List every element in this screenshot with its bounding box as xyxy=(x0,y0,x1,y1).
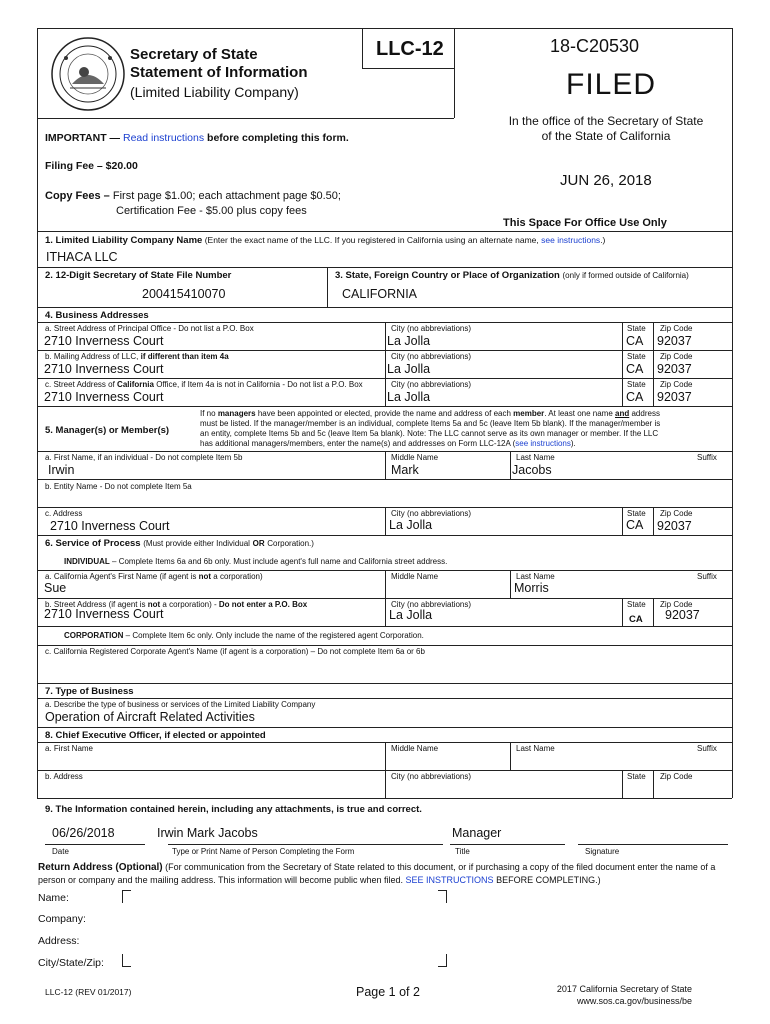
ceo-address-label: b. Address xyxy=(45,772,83,781)
signed-date: 06/26/2018 xyxy=(52,826,115,840)
manager-street: 2710 Inverness Court xyxy=(50,519,170,533)
suffix-label: Suffix xyxy=(697,744,717,753)
suffix-label: Suffix xyxy=(697,572,717,581)
signature-label: Signature xyxy=(585,847,620,856)
suffix-label: Suffix xyxy=(697,453,717,462)
addr-4b-street: 2710 Inverness Court xyxy=(44,362,164,376)
return-box-corner xyxy=(438,890,447,903)
last-name-label: Last Name xyxy=(516,572,555,581)
ceo-first-label: a. First Name xyxy=(45,744,94,753)
business-type-label: a. Describe the type of business or services of the Limited Liability Company xyxy=(45,700,316,709)
corp-agent-label: c. California Registered Corporate Agent's Name (if agent is a corporation) – Do not complete Item 6a or 6b xyxy=(45,647,425,656)
zip-label: Zip Code xyxy=(660,600,693,609)
addr-4a-city: La Jolla xyxy=(387,334,431,348)
addr-4c-city: La Jolla xyxy=(387,390,431,404)
date-label: Date xyxy=(52,847,69,856)
return-company-label: Company: xyxy=(38,913,86,925)
read-instructions-link[interactable]: Read instructions xyxy=(122,132,205,144)
section5-desc: If no managers have been appointed or elected, provide the name and address of each member. At least one name and address must be listed. If the manager/member is an individual, complete Items 5a and 5c (leave Item 5b blank). If the manager/member is an entity, complete Items 5b and 5c (leave Item 5a blank). Note: The LLC cannot serve as its own manager or member. If the LLC has additional managers/members, enter the name(s) and addresses on Form LLC-12A (see instructions). xyxy=(200,409,661,448)
office-line1: In the office of the Secretary of State xyxy=(508,114,704,128)
return-city-label: City/State/Zip: xyxy=(38,957,104,969)
manager-last: Jacobs xyxy=(512,463,552,477)
form-revision: LLC-12 (REV 01/2017) xyxy=(45,987,132,997)
zip-label: Zip Code xyxy=(660,324,693,333)
section5-title: 5. Manager(s) or Member(s) xyxy=(45,425,170,436)
manager-city: La Jolla xyxy=(389,518,433,532)
state-label: State xyxy=(627,772,646,781)
see-instructions-caps-link[interactable]: SEE INSTRUCTIONS xyxy=(405,875,494,885)
agency-title: Secretary of State xyxy=(130,46,258,63)
state-label: State xyxy=(627,324,646,333)
addr-4a-street: 2710 Inverness Court xyxy=(44,334,164,348)
agent-city: La Jolla xyxy=(389,608,433,622)
copy-fees-line2: Certification Fee - $5.00 plus copy fees xyxy=(116,205,307,217)
business-type-value: Operation of Aircraft Related Activities xyxy=(45,710,255,724)
state-label: State xyxy=(627,600,646,609)
city-label: City (no abbreviations) xyxy=(391,772,472,781)
manager-first-label: a. First Name, if an individual - Do not complete Item 5b xyxy=(45,453,243,462)
section1-label: 1. Limited Liability Company Name (Enter the exact name of the LLC. If you registered in California using an alternate name, see instructions.) xyxy=(45,235,606,246)
corporation-note: CORPORATION – Complete Item 6c only. Only include the name of the registered agent Corporation. xyxy=(64,631,424,640)
zip-label: Zip Code xyxy=(660,352,693,361)
filed-date: JUN 26, 2018 xyxy=(560,172,652,189)
agent-last: Morris xyxy=(514,581,549,595)
city-label: City (no abbreviations) xyxy=(391,352,472,361)
section4-title: 4. Business Addresses xyxy=(45,310,149,321)
middle-name-label: Middle Name xyxy=(391,744,439,753)
addr-4b-city: La Jolla xyxy=(387,362,431,376)
agent-street: 2710 Inverness Court xyxy=(44,607,164,621)
section2-label: 2. 12-Digit Secretary of State File Number xyxy=(45,270,232,281)
return-box-corner xyxy=(438,954,447,967)
office-use-label: This Space For Office Use Only xyxy=(503,217,667,229)
middle-name-label: Middle Name xyxy=(391,572,439,581)
section3-label: 3. State, Foreign Country or Place of Organization (only if formed outside of California) xyxy=(335,270,689,281)
filed-stamp: FILED xyxy=(566,68,657,101)
copyright: 2017 California Secretary of State xyxy=(556,984,692,994)
filing-fee: Filing Fee – $20.00 xyxy=(45,160,138,172)
addr-4c-state: CA xyxy=(626,390,644,404)
addr-4c-street: 2710 Inverness Court xyxy=(44,390,164,404)
footer-url: www.sos.ca.gov/business/be xyxy=(576,996,692,1006)
addr-4c-zip: 92037 xyxy=(657,390,692,404)
manager-address-label: c. Address xyxy=(45,509,83,518)
agent-street-label: b. Street Address (if agent is not a corporation) - Do not enter a P.O. Box xyxy=(45,600,308,609)
title-label: Title xyxy=(455,847,470,856)
manager-middle: Mark xyxy=(391,463,419,477)
city-label: City (no abbreviations) xyxy=(391,324,472,333)
return-box-corner xyxy=(122,890,131,903)
state-label: State xyxy=(627,509,646,518)
state-org-value: CALIFORNIA xyxy=(342,287,418,301)
last-name-label: Last Name xyxy=(516,453,555,462)
agent-first-label: a. California Agent's First Name (if agent is not a corporation) xyxy=(45,572,263,581)
addr-4a-zip: 92037 xyxy=(657,334,692,348)
zip-label: Zip Code xyxy=(660,380,693,389)
see-instructions-link[interactable]: see instructions xyxy=(541,235,601,245)
addr-4a-state: CA xyxy=(626,334,644,348)
entity-name-label: b. Entity Name - Do not complete Item 5a xyxy=(45,482,192,491)
signer-title: Manager xyxy=(452,826,502,840)
return-box-corner xyxy=(122,954,131,967)
copy-fees: Copy Fees – First page $1.00; each attachment page $0.50; xyxy=(45,190,341,202)
addr-4a-label: a. Street Address of Principal Office - Do not list a P.O. Box xyxy=(45,324,254,333)
llc-name-value: ITHACA LLC xyxy=(46,250,118,264)
return-name-label: Name: xyxy=(38,892,69,904)
state-label: State xyxy=(627,352,646,361)
file-id: 18-C20530 xyxy=(550,36,640,56)
agent-first: Sue xyxy=(44,581,67,595)
addr-4c-label: c. Street Address of California Office, if Item 4a is not in California - Do not list a P.O. Box xyxy=(45,380,363,389)
addr-4b-zip: 92037 xyxy=(657,362,692,376)
important-note: IMPORTANT — Read instructions before completing this form. xyxy=(45,132,349,144)
entity-type: (Limited Liability Company) xyxy=(130,84,299,100)
form-title: Statement of Information xyxy=(130,64,308,81)
zip-label: Zip Code xyxy=(660,772,693,781)
last-name-label: Last Name xyxy=(516,744,555,753)
section8-title: 8. Chief Executive Officer, if elected or appointed xyxy=(45,730,266,741)
office-line2: of the State of California xyxy=(541,129,671,143)
individual-note: INDIVIDUAL – Complete Items 6a and 6b only. Must include agent's full name and California street address. xyxy=(64,557,448,566)
section9-title: 9. The Information contained herein, including any attachments, is true and correct. xyxy=(45,804,422,815)
section7-title: 7. Type of Business xyxy=(45,686,134,697)
return-address-note: Return Address (Optional) (For communication from the Secretary of State related to this document, or if purchasing a copy of the filed document enter the name of a person or company and the mailing address. This information will become public when filed. SEE INSTRUCTIONS BEFORE COMPLETING.) xyxy=(38,862,716,885)
state-seal xyxy=(50,36,126,112)
file-number-value: 200415410070 xyxy=(142,287,226,301)
manager-zip: 92037 xyxy=(657,519,692,533)
return-address-label: Address: xyxy=(38,935,80,947)
middle-name-label: Middle Name xyxy=(391,453,439,462)
addr-4b-label: b. Mailing Address of LLC, if different than item 4a xyxy=(45,352,229,361)
see-instructions-link-5[interactable]: see instructions xyxy=(515,439,571,448)
signer-name: Irwin Mark Jacobs xyxy=(157,826,258,840)
form-code: LLC-12 xyxy=(376,38,444,60)
print-name-label: Type or Print Name of Person Completing the Form xyxy=(172,847,355,856)
agent-zip: 92037 xyxy=(665,608,700,622)
manager-state: CA xyxy=(626,518,644,532)
section6-title: 6. Service of Process (Must provide either Individual OR Corporation.) xyxy=(45,538,314,549)
state-label: State xyxy=(627,380,646,389)
zip-label: Zip Code xyxy=(660,509,693,518)
manager-first: Irwin xyxy=(48,463,75,477)
page-number: Page 1 of 2 xyxy=(356,985,420,999)
city-label: City (no abbreviations) xyxy=(391,380,472,389)
agent-state: CA xyxy=(629,614,643,625)
city-label: City (no abbreviations) xyxy=(391,600,472,609)
addr-4b-state: CA xyxy=(626,362,644,376)
city-label: City (no abbreviations) xyxy=(391,509,472,518)
